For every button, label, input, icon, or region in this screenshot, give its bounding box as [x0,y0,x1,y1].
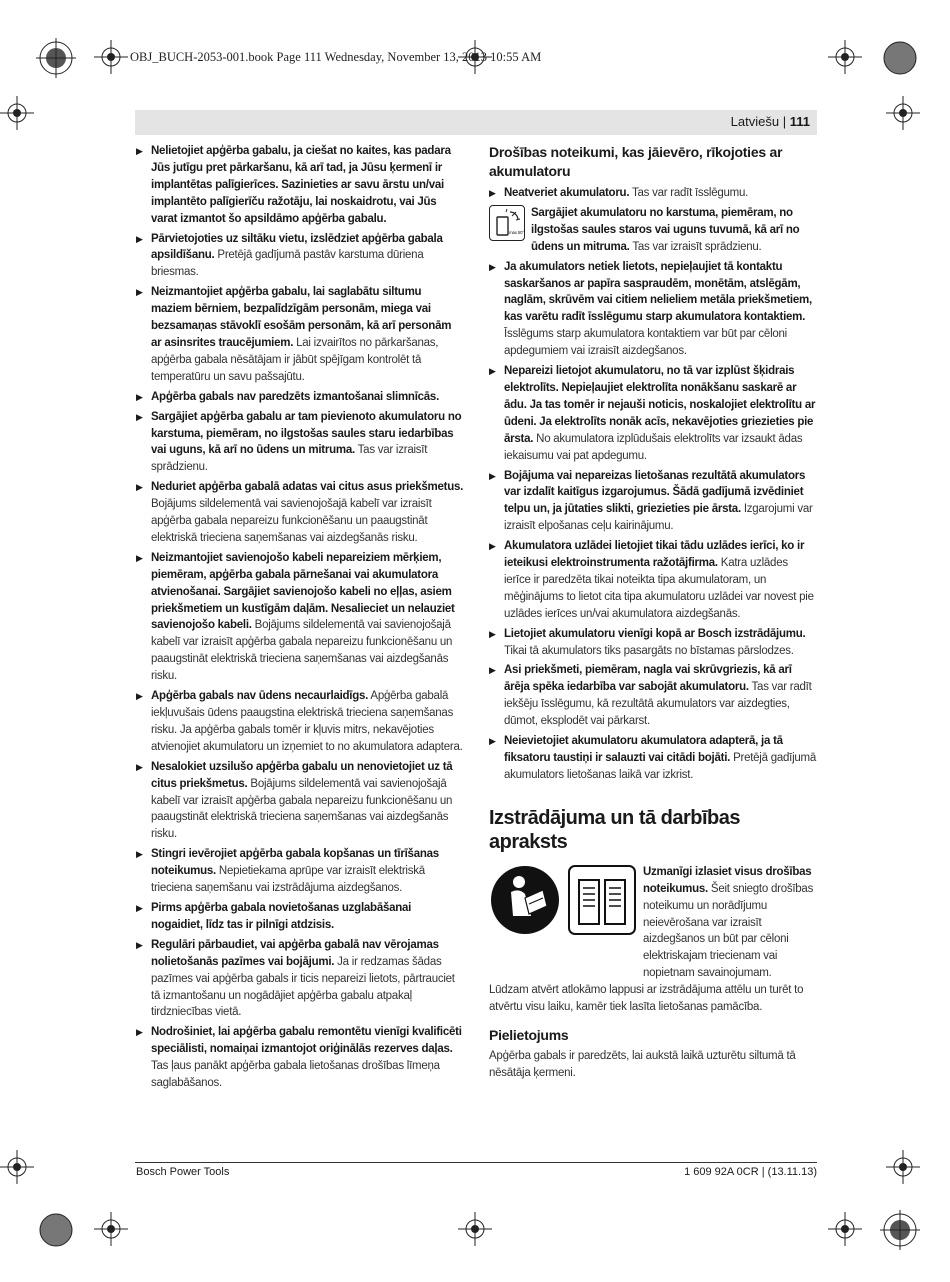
print-header: OBJ_BUCH-2053-001.book Page 111 Wednesday, November 13, 2013 10:55 AM [130,50,542,64]
safety-item [136,231,464,282]
safety-item [136,409,464,477]
safety-item-text: Bojājums sildelementā vai savienojošajā kabelī var izraisīt apģērba gabala nepareizu funkcionēšanu un paaugstināt elektriskā trieciena saņemšanas vai aizdegšanās risku. [151,777,453,841]
battery-item-bold: Neievietojiet akumulatoru akumulatora adapterā, ja tā fiksatoru taustiņi ir salauzti vai citādi bojāti. [504,735,783,764]
battery-item-bold: Nepareizi lietojot akumulatoru, no tā var izplūst šķidrais elektrolīts. Nepieļaujiet elektrolīta nonākšanu saskarē ar ādu. Ja tas tomēr ir nejauši noticis, noskalojiet elektrolītu ar ūdeni. Ja elektrolīts nonāk acīs, nekavējoties griezieties pie ārsta. [504,365,816,445]
sun-heat-icon [492,208,522,238]
heat-warning-icon-text: max 50° [509,229,524,235]
safety-item-bold: Sargājiet apģērba gabalu ar tam pievienoto akumulatoru no karstuma, piemēram, no ilgstošas saules staru iedarbības vai uguns, kā arī no ūdens un mitruma. [151,410,462,457]
safety-item-bold: Neizmantojiet apģērba gabalu, lai saglabātu siltumu maziem bērniem, bezpalīdzīgām personām, miega vai bezsamaņas stāvoklī esošām personām, kā arī personām ar asinsrites traucējumiem. [151,286,452,349]
registration-mark-icon [36,1210,76,1250]
battery-item-text: Katra uzlādes ierīce ir paredzēta tikai noteikta tipa akumulatoram, un mēģinājums to lietot cita tipa akumulatoru uzlādei var novest pie uzlādes ierīces un/vai akumulatora aizdegšanās. [504,557,814,620]
battery-item [489,468,817,536]
safety-item-bold: Neduriet apģērba gabalā adatas vai citus asus priekšmetus. [151,481,464,494]
registration-mark-icon [828,1212,862,1246]
battery-item-text: Īsslēgums starp akumulatora kontaktiem var būt par cēloni apdegumiem vai izraisīt aizdegšanos. [504,328,787,358]
safety-item-bold: Pārvietojoties uz siltāku vietu, izslēdziet apģērba gabala apsildīšanu. [151,232,443,262]
safety-item-bold: Nesalokiet uzsilušo apģērba gabalu un nenovietojiet uz tā citus priekšmetus. [151,760,453,790]
footer-rule [135,1162,817,1163]
battery-item-bold: Lietojiet akumulatoru vienīgi kopā ar Bosch izstrādājumu. [504,627,806,640]
safety-item [136,479,464,547]
safety-item-text: Apģērba gabalā iekļuvušais ūdens paaugstina elektriskā trieciena saņemšanas risku. Ja apģērba gabals tomēr ir kļuvis mitrs, nekavējoties atvienojiet akumulatoru un izņemiet to no akumulatora adaptera. [151,690,463,753]
safety-item [136,143,464,228]
battery-item-bold: Neatveriet akumulatoru. [504,187,630,199]
right-column [489,143,817,1087]
section-title: Izstrādājuma un tā darbības apraksts [489,806,741,853]
battery-safety-heading: Drošības noteikumi, kas jāievēro, rīkojoties ar akumulatoru [489,144,783,179]
page-language: Latviešu [730,114,780,129]
battery-item [489,662,817,730]
safety-item [136,284,464,385]
safety-item [136,937,464,1022]
safety-item [136,900,464,934]
safety-item [136,389,464,406]
battery-item-text: No akumulatora izplūdušais elektrolīts var izsaukt ādas iekaisumu vai pat apdegumu. [504,432,803,462]
open-book-icon [567,864,637,936]
page-label [731,114,810,129]
registration-mark-icon [94,40,128,74]
battery-item [489,259,817,360]
safety-item-bold: Apģērba gabals nav paredzēts izmantošanai slimnīcās. [151,390,440,403]
safety-item-bold: Nodrošiniet, lai apģērba gabalu remontētu vienīgi kvalificēti speciālisti, nomaiņai izmantojot oriģinālās rezerves daļas. [151,1026,462,1056]
safety-item-text: Bojājums sildelementā vai savienojošajā kabelī var izraisīt apģērba gabala nepareizu funkcionēšanu un paaugstināt elektriskā trieciena saņemšanas vai aizdegšanās risku. [151,498,432,544]
registration-mark-icon [880,38,920,78]
safety-item [136,759,464,844]
safety-item-text: Lai izvairītos no pārkaršanas, apģērba gabala nēsātājam ir jābūt spējīgam kontrolēt tā temperatūru un savu pašsajūtu. [151,336,439,383]
battery-item [489,626,817,660]
registration-mark-icon [828,40,862,74]
safety-item-bold: Stingri ievērojiet apģērba gabala kopšanas un tīrīšanas noteikumus. [151,848,439,878]
intro-block [489,864,817,982]
safety-item [136,1024,464,1092]
battery-item-text: Izgarojumi var izraisīt elpošanas ceļu kairinājumu. [504,503,813,533]
battery-item [489,733,817,784]
heat-warning-icon [489,205,525,241]
page-separator: | [782,114,787,129]
heat-warning-bold: Sargājiet akumulatoru no karstuma, piemēram, no ilgstošas saules staros vai uguns tuvumā, kā arī no ūdens un mitruma. [531,206,800,253]
battery-item-bold: Ja akumulators netiek lietots, nepieļaujiet tā kontaktu saskaršanos ar papīra saspraudēm, monētām, atslēgām, naglām, skrūvēm vai citiem nelieliem metāla priekšmetiem, kas varētu radīt īsslēgumu starp akumulatora kontaktiem. [504,260,812,324]
safety-item-text: Bojājums sildelementā vai savienojošajā kabelī var izraisīt apģērba gabala nepareizu funkcionēšanu un paaugstināt elektriskā trieciena saņemšanas vai aizdegšanās risku. [151,619,453,683]
battery-item [489,363,817,464]
intro-paragraph: Lūdzam atvērt atlokāmo lappusi ar izstrādājuma attēlu un turēt to atvērtu visu laiku, kamēr tiek lasīta lietošanas pamācība. [489,984,804,1014]
safety-item-bold: Nelietojiet apģērba gabalu, ja ciešat no kaites, kas padara Jūs jutīgu pret pārkaršanu, kā arī tad, ja Jūsu ķermenī ir implantētas palīgierīces. Sazinieties ar savu ārstu un/vai implantēto palīgierīču ražotāju, lai noskaidrotu, vai Jūs varat izmantot šo apsildāmo apģērba gabalu. [151,145,451,225]
battery-item-text: Tas var radīt īsslēgumu. [629,187,749,199]
left-column [136,143,464,1095]
battery-item-bold: Asi priekšmeti, piemēram, nagla vai skrūvgriezis, kā arī ārēja spēka iedarbība var sabojāt akumulatoru. [504,664,792,694]
footer-brand: Bosch Power Tools [136,1166,230,1178]
safety-item-text: Ja ir redzamas šādas pazīmes vai apģērba gabals ir ticis nepareizi lietots, pārtrauciet tā izmantošanu un nogādājiet apģērba gabalu atpakaļ tirdzniecības vietā. [151,955,455,1019]
safety-item-bold: Regulāri pārbaudiet, vai apģērba gabalā nav vērojamas nolietošanās pazīmes vai bojājumi. [151,938,439,968]
safety-item-bold: Pirms apģērba gabala novietošanas uzglabāšanai nogaidiet, līdz tas ir pilnīgi atdzisis. [151,901,412,931]
registration-mark-icon [880,1210,920,1250]
battery-item [489,538,817,623]
registration-mark-icon [36,38,76,78]
battery-item [489,185,817,202]
battery-item-bold: Bojājuma vai nepareizas lietošanas rezultātā akumulators var izdalīt kaitīgus izgarojumus. Šādā gadījumā izvēdiniet telpu un, ja jūtaties slikti, griezieties pie ārsta. [504,469,806,516]
registration-mark-icon [0,1150,34,1184]
safety-item [136,846,464,897]
intro-text: Šeit sniegto drošības noteikumu un norādījumu neievērošana var izraisīt aizdegšanos un būt par cēloni elektriskajam triecienam vai nopietnam savainojumam. [643,882,814,980]
header-band [135,110,817,135]
usage-heading: Pielietojums [489,1026,569,1043]
registration-mark-icon [458,1212,492,1246]
battery-item-text: Tikai tā akumulators tiks pasargāts no bīstamas pārslodzes. [504,644,794,657]
registration-mark-icon [886,1150,920,1184]
safety-item-text: Nepietiekama aprūpe var izraisīt elektriskā trieciena saņemšanu vai izstrādājuma aizdegšanos. [151,865,425,895]
registration-mark-icon [886,96,920,130]
intro-bold: Uzmanīgi izlasiet visus drošības noteikumus. [643,865,812,895]
battery-item-text: Pretējā gadījumā akumulators lietošanas laikā var izkrist. [504,752,817,781]
heat-warning-text: Tas var izraisīt sprādzienu. [629,240,762,253]
safety-item-text: Tas ļaus panākt apģērba gabala lietošanas drošības līmeņa saglabāšanos. [151,1060,440,1090]
registration-mark-icon [0,96,34,130]
battery-item-bold: Akumulatora uzlādei lietojiet tikai tādu uzlādes ierīci, ko ir ieteikusi elektroinstrumenta ražotājfirma. [504,540,805,570]
heat-warning [489,205,817,256]
safety-item [136,688,464,756]
page-number: 111 [789,114,810,129]
safety-item-text: Pretējā gadījumā pastāv karstuma dūriena briesmas. [151,249,424,279]
read-manual-person-icon [489,864,561,936]
registration-mark-icon [94,1212,128,1246]
safety-item-text: Tas var izraisīt sprādzienu. [151,444,428,474]
footer-code: 1 609 92A 0CR | (13.11.13) [684,1166,817,1178]
safety-item-bold: Apģērba gabals nav ūdens necaurlaidīgs. [151,690,369,703]
safety-item-bold: Neizmantojiet savienojošo kabeli nepareiziem mērķiem, piemēram, apģērba gabala pārnešanai vai akumulatora atvienošanai. Sargājiet savienojošo kabeli no eļļas, asiem priekšmetiem un kustīgām daļām. Nesalieciet un nelauziet savienojošo kabeli. [151,551,455,632]
battery-item-text: Tas var radīt iekšēju īsslēgumu, kā rezultātā akumulators var aizdegties, dūmot, eksplodēt vai pārkarst. [504,681,812,728]
usage-paragraph: Apģērba gabals ir paredzēts, lai aukstā laikā uzturētu siltumā tā nēsātāja ķermeni. [489,1049,796,1079]
safety-item [136,550,464,685]
